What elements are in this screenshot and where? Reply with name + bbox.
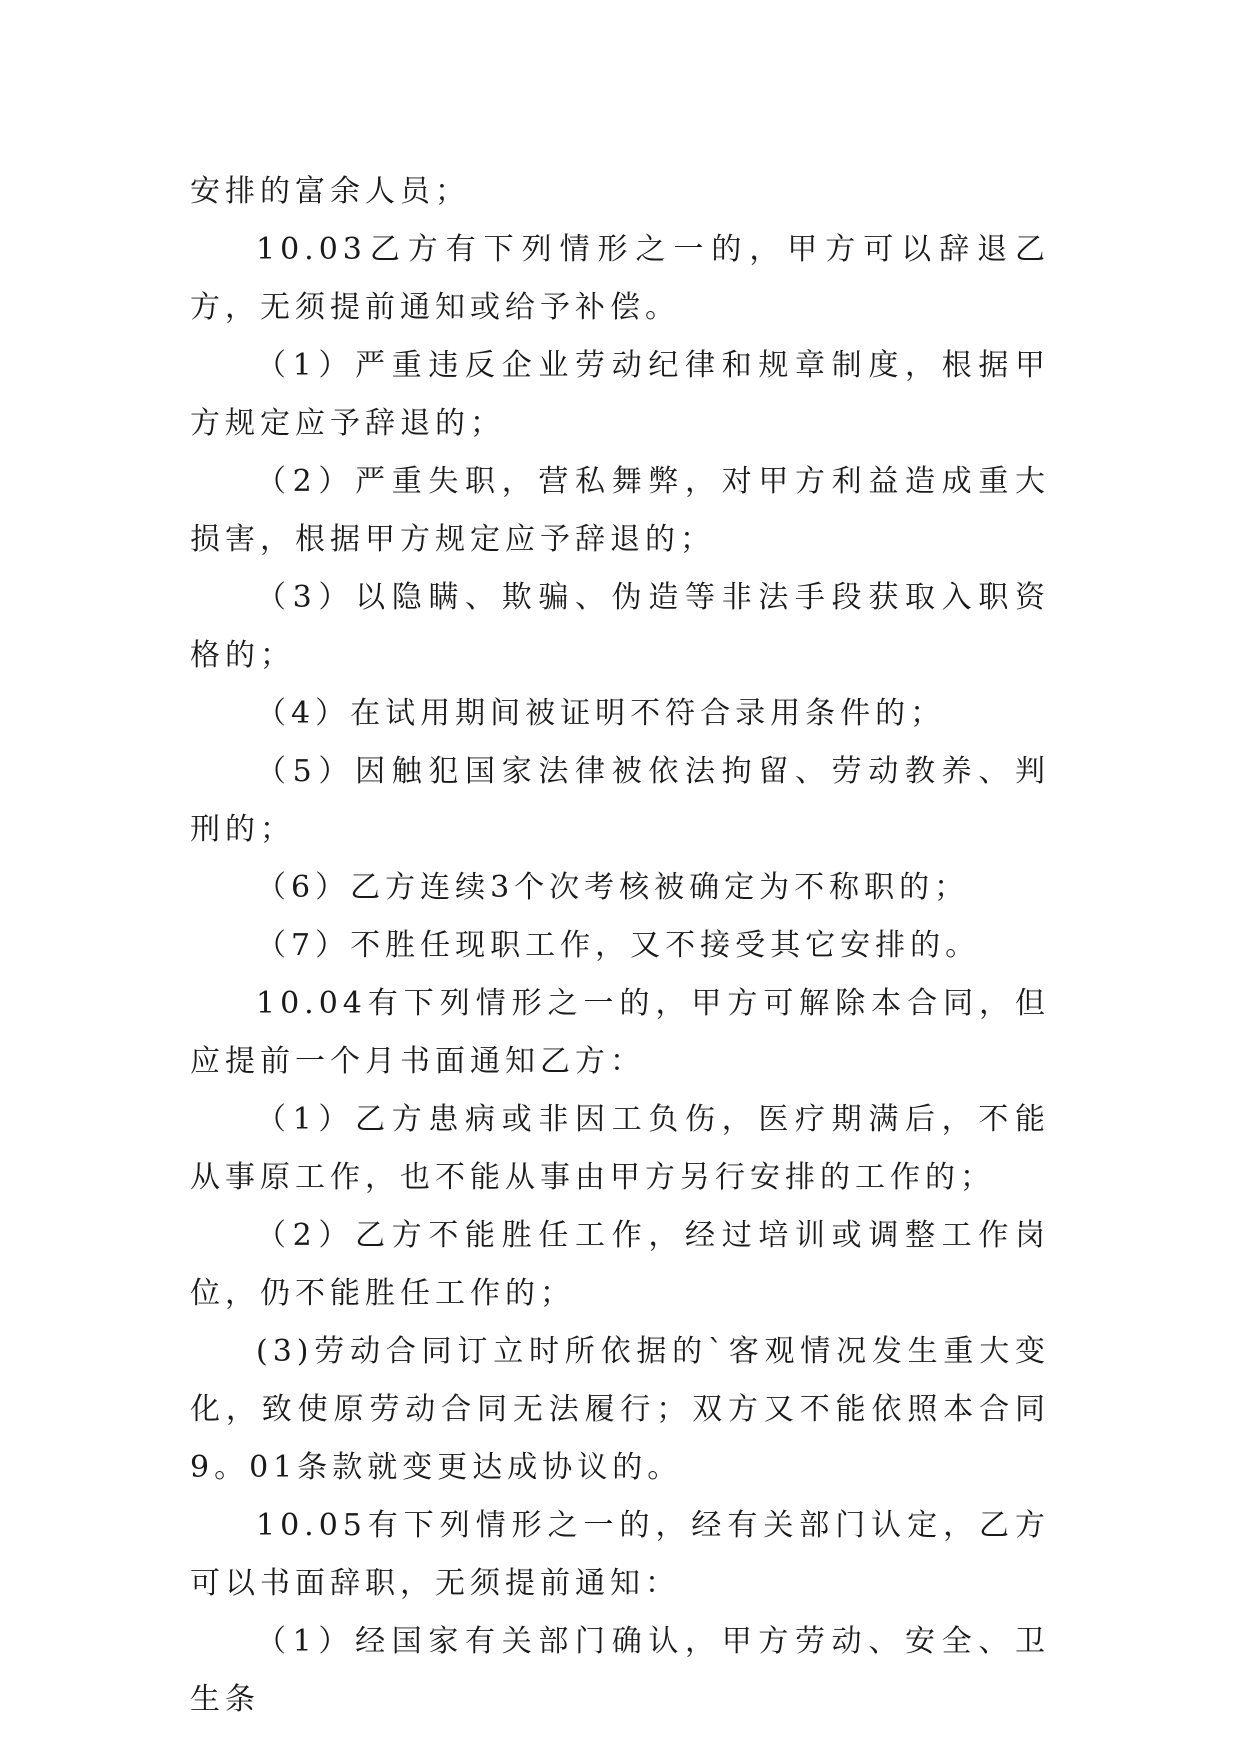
clause-10-05: 10.05有下列情形之一的，经有关部门认定，乙方可以书面辞职，无须提前通知：	[190, 1508, 1050, 1601]
clause-10-03-item-5: （5）因触犯国家法律被依法拘留、劳动教养、判刑的；	[190, 754, 1050, 847]
clause-10-03: 10.03乙方有下列情形之一的，甲方可以辞退乙方，无须提前通知或给予补偿。	[190, 232, 1050, 325]
clause-10-03-item-1: （1）严重违反企业劳动纪律和规章制度，根据甲方规定应予辞退的；	[190, 348, 1050, 441]
paragraph-continuation: 安排的富余人员；	[190, 174, 470, 209]
clause-10-04-item-1: （1）乙方患病或非因工负伤，医疗期满后，不能从事原工作，也不能从事由甲方另行安排的工作的；	[190, 1102, 1050, 1195]
clause-10-03-item-2: （2）严重失职，营私舞弊，对甲方利益造成重大损害，根据甲方规定应予辞退的；	[190, 464, 1050, 557]
clause-10-04-item-2: （2）乙方不能胜任工作，经过培训或调整工作岗位，仍不能胜任工作的；	[190, 1218, 1050, 1311]
clause-10-04: 10.04有下列情形之一的，甲方可解除本合同，但应提前一个月书面通知乙方：	[190, 986, 1050, 1079]
clause-10-03-item-4: （4）在试用期间被证明不符合录用条件的；	[256, 696, 946, 731]
document-body	[190, 163, 1050, 1729]
clause-10-05-item-1: （1）经国家有关部门确认，甲方劳动、安全、卫生条	[190, 1624, 1050, 1717]
clause-10-03-item-7: （7）不胜任现职工作，又不接受其它安排的。	[256, 928, 981, 963]
clause-10-03-item-6: （6）乙方连续3个次考核被确定为不称职的；	[256, 870, 970, 905]
clause-10-03-item-3: （3）以隐瞒、欺骗、伪造等非法手段获取入职资格的；	[190, 580, 1050, 673]
clause-10-04-item-3: (3)劳动合同订立时所依据的`客观情况发生重大变化，致使原劳动合同无法履行；双方又不能依照本合同9。01条款就变更达成协议的。	[190, 1334, 1050, 1485]
